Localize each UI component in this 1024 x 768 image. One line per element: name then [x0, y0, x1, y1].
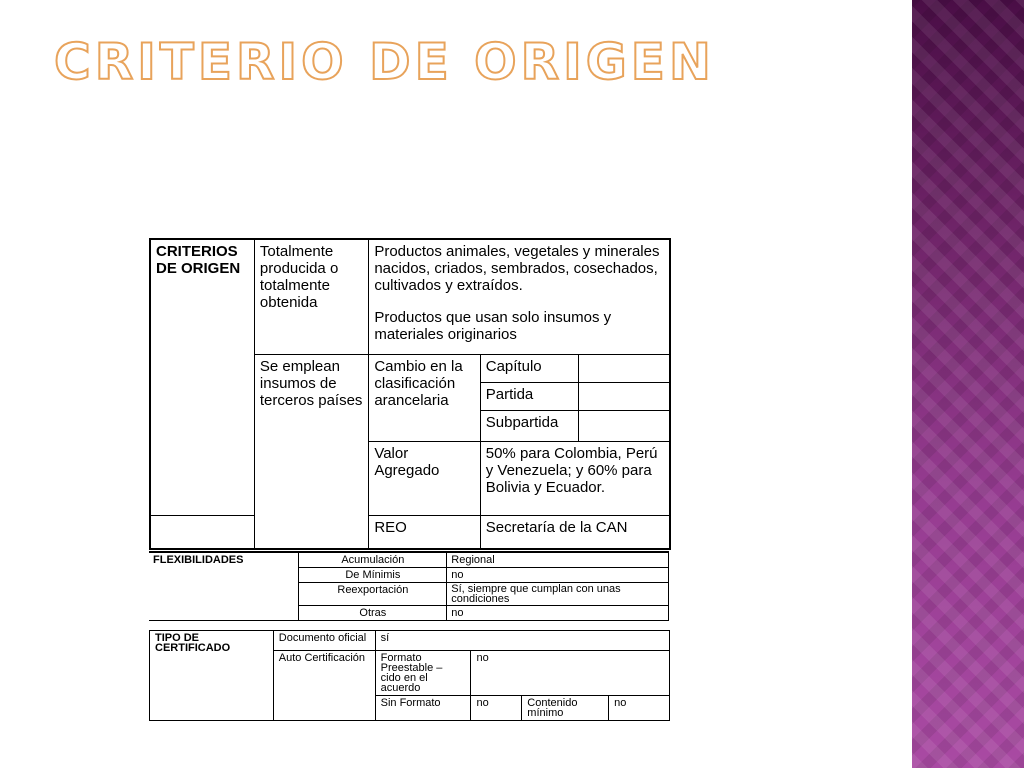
criterios-header-spacer: [150, 515, 254, 549]
slide-title: CRITERIO DE ORIGEN: [54, 33, 715, 91]
capitulo-value: [579, 354, 670, 382]
productos-originarios-text: Productos que usan solo insumos y materiales originarios: [374, 309, 612, 343]
cambio-cell: Cambio en la clasificación arancelaria: [369, 354, 480, 441]
sin-formato-value: no: [471, 696, 522, 721]
partida-value: [579, 382, 670, 410]
productos-naturales-text: Productos animales, vegetales y minerales nacidos, criados, sembrados, cosechados, cultivados y extraídos.: [374, 243, 660, 294]
formato-value: no: [471, 651, 670, 696]
subpartida-cell: Subpartida: [480, 410, 578, 441]
certificado-table: [149, 630, 670, 721]
sin-formato-cell: Sin Formato: [375, 696, 471, 721]
capitulo-cell: Capítulo: [480, 354, 578, 382]
subpartida-value: [579, 410, 670, 441]
flex-row-value: Sí, siempre que cumplan con unas condiciones: [447, 583, 669, 606]
totalmente-detalle: [369, 239, 670, 354]
flex-row-value: Regional: [447, 552, 669, 568]
auto-certificacion-cell: Auto Certificación: [273, 651, 375, 721]
formato-cell: Formato Preestable – cido en el acuerdo: [375, 651, 471, 696]
terceros-cell: Se emplean insumos de terceros países: [254, 354, 368, 549]
criterios-table: [149, 238, 671, 550]
contenido-value: no: [609, 696, 670, 721]
certificado-header: TIPO DE CERTIFICADO: [150, 631, 274, 721]
valor-cell: Valor Agregado: [369, 441, 480, 515]
criterios-header: CRITERIOS DE ORIGEN: [150, 239, 254, 515]
decorative-side-panel: [912, 0, 1024, 768]
flexibilidades-table: [149, 551, 669, 621]
contenido-cell: Contenido mínimo: [522, 696, 609, 721]
valor-detalle: 50% para Colombia, Perú y Venezuela; y 60% para Bolivia y Ecuador.: [480, 441, 670, 515]
flex-row-label: De Mínimis: [299, 568, 447, 583]
flex-row-label: Otras: [299, 606, 447, 621]
doc-oficial-value: sí: [375, 631, 669, 651]
flexibilidades-header: FLEXIBILIDADES: [149, 552, 299, 621]
flex-row-label: Reexportación: [299, 583, 447, 606]
flex-row-label: Acumulación: [299, 552, 447, 568]
doc-oficial-cell: Documento oficial: [273, 631, 375, 651]
flex-row-value: no: [447, 568, 669, 583]
totalmente-cell: Totalmente producida o totalmente obtenida: [254, 239, 368, 354]
reo-cell: REO: [369, 515, 480, 549]
partida-cell: Partida: [480, 382, 578, 410]
reo-detalle: Secretaría de la CAN: [480, 515, 670, 549]
flex-row-value: no: [447, 606, 669, 621]
